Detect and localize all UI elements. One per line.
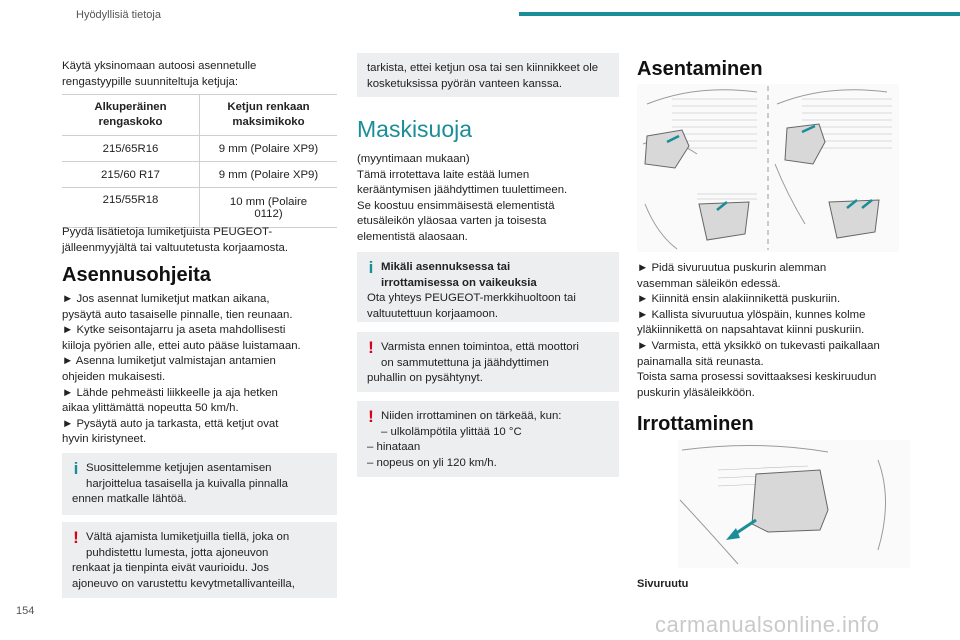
warning-line: on sammutettuna ja jäähdyttimen [381, 356, 549, 369]
info-icon: i [73, 459, 79, 478]
info-box-practice [62, 453, 337, 515]
warning-icon: ! [368, 407, 374, 426]
warning-line: renkaat ja tienpinta eivät vaurioidu. Jos [72, 562, 269, 575]
info-icon: i [368, 258, 374, 277]
step-line: ► Pysäytä auto ja tarkasta, että ketjut ovat [62, 417, 279, 430]
warning-line: puhallin on pysähtynyt. [367, 372, 483, 385]
warning-line: – hinataan [367, 441, 421, 454]
info-title-line: Mikäli asennuksessa tai [381, 261, 511, 273]
step-line: ► Jos asennat lumiketjut matkan aikana, [62, 293, 270, 305]
body-line: elementistä alaosaan. [357, 230, 468, 243]
info-line: Suosittelemme ketjujen asentamisen [86, 462, 272, 474]
body-line: etusäleikön yläosaa varten ja toisesta [357, 215, 547, 228]
step-line: hyvin kiristyneet. [62, 433, 147, 446]
step-line: puskurin yläsäleikköön. [637, 386, 755, 399]
body-line: Pyydä lisätietoja lumiketjuista PEUGEOT- [62, 226, 273, 238]
step-line: ohjeiden mukaisesti. [62, 370, 166, 383]
watermark: carmanualsonline.info [655, 612, 880, 637]
header-section: Hyödyllisiä tietoja [76, 9, 161, 21]
table-cell: 9 mm (Polaire XP9) [200, 136, 338, 162]
table-row [62, 188, 337, 228]
page-number: 154 [16, 605, 35, 617]
table-header: Alkuperäinen rengaskoko [62, 95, 200, 136]
step-line: ► Kytke seisontajarru ja aseta mahdollisesti [62, 324, 286, 337]
warning-line: Vältä ajamista lumiketjuilla tiellä, joka on [86, 531, 290, 543]
step-line: ► Varmista, että yksikkö on tukevasti paikallaan [637, 339, 880, 352]
removal-illustration [678, 440, 910, 568]
table-header: Ketjun renkaan maksimikoko [200, 95, 338, 136]
step-line: kiiloja pyörien alle, ettei auto pääse luistamaan. [62, 339, 301, 352]
step-line: aikaa ylittämättä nopeutta 50 km/h. [62, 402, 239, 415]
warning-box-continued [357, 53, 619, 97]
table-cell: 10 mm (Polaire 0112) [200, 188, 338, 228]
warning-icon: ! [73, 528, 79, 547]
figure-removal [678, 440, 910, 568]
info-box-difficulties [357, 252, 619, 322]
body-line: kerääntymisen jäähdyttimen tuulettimeen. [357, 184, 568, 197]
table-cell: 215/55R18 [62, 188, 200, 228]
warning-box-removal [357, 401, 619, 477]
warning-icon: ! [368, 338, 374, 357]
warning-line: kosketuksissa pyörän vanteen kanssa. [367, 77, 563, 90]
step-line: ► Kallista sivuruutua ylöspäin, kunnes kolme [637, 308, 866, 321]
body-line: jälleenmyyjältä tai valtuutetusta korjaamosta. [62, 241, 289, 254]
col1-intro [62, 59, 337, 90]
table-row [62, 136, 337, 162]
warning-box-chains [62, 522, 337, 598]
step-line: Toista sama prosessi sovittaaksesi keskiruudun [637, 371, 877, 384]
step-line: painamalla sitä reunasta. [637, 355, 764, 368]
warning-line: – nopeus on yli 120 km/h. [367, 456, 497, 469]
step-line: pysäytä auto tasaiselle pinnalle, tien reunaan. [62, 308, 293, 321]
step-line: yläkiinnikettä on napsahtavat kiinni puskuriin. [637, 324, 865, 337]
heading-asennusohjeita: Asennusohjeita [62, 264, 211, 286]
info-line: harjoittelua tasaisella ja kuivalla pinnalla [86, 477, 288, 490]
info-line: ennen matkalle lähtöä. [72, 493, 187, 506]
warning-line: ajoneuvo on varustettu kevytmetallivanteilla, [72, 577, 295, 590]
body-line: Tämä irrotettava laite estää lumen [357, 168, 530, 181]
info-line: Ota yhteys PEUGEOT-merkkihuoltoon tai [367, 292, 576, 305]
body-line: (myyntimaan mukaan) [357, 153, 470, 165]
step-line: vasemman säleikön edessä. [637, 277, 781, 290]
body-line: Se koostuu ensimmäisestä elementistä [357, 199, 555, 212]
intro-line: rengastyypille suunniteltuja ketjuja: [62, 75, 239, 88]
warning-box-engine-off [357, 332, 619, 392]
warning-line: tarkista, ettei ketjun osa tai sen kiinnikkeet ole [367, 62, 599, 74]
step-line: ► Asenna lumiketjut valmistajan antamien [62, 355, 276, 368]
info-line: valtuutettuun korjaamoon. [367, 307, 499, 320]
table-cell: 215/65R16 [62, 136, 200, 162]
warning-line: puhdistettu lumesta, jotta ajoneuvon [86, 546, 269, 559]
installation-illustration [637, 84, 899, 252]
table-header-row [62, 95, 337, 136]
table-cell: 9 mm (Polaire XP9) [200, 162, 338, 188]
warning-line: – ulkolämpötila ylittää 10 °C [381, 425, 522, 438]
info-title-line: irrottamisessa on vaikeuksia [381, 276, 537, 289]
col1-steps [62, 292, 337, 448]
col2-body [357, 152, 619, 246]
warning-line: Niiden irrottaminen on tärkeää, kun: [381, 410, 562, 422]
header-accent-bar [519, 12, 960, 16]
warning-line: Varmista ennen toimintoa, että moottori [381, 341, 579, 353]
col3-steps [637, 261, 902, 401]
step-line: ► Pidä sivuruutua puskurin alemman [637, 262, 827, 274]
heading-irrottaminen: Irrottaminen [637, 413, 754, 435]
table-row [62, 162, 337, 188]
step-line: ► Lähde pehmeästi liikkeelle ja aja hetken [62, 386, 278, 399]
heading-maskisuoja: Maskisuoja [357, 116, 473, 142]
intro-line: Käytä yksinomaan autoosi asennetulle [62, 60, 257, 72]
step-line: ► Kiinnitä ensin alakiinnikettä puskuriin. [637, 293, 841, 306]
figure-installation [637, 84, 899, 252]
caption-sivuruutu: Sivuruutu [637, 578, 689, 590]
table-cell: 215/60 R17 [62, 162, 200, 188]
col1-after-table [62, 225, 337, 256]
chain-size-table [62, 94, 337, 228]
heading-asentaminen: Asentaminen [637, 58, 763, 80]
